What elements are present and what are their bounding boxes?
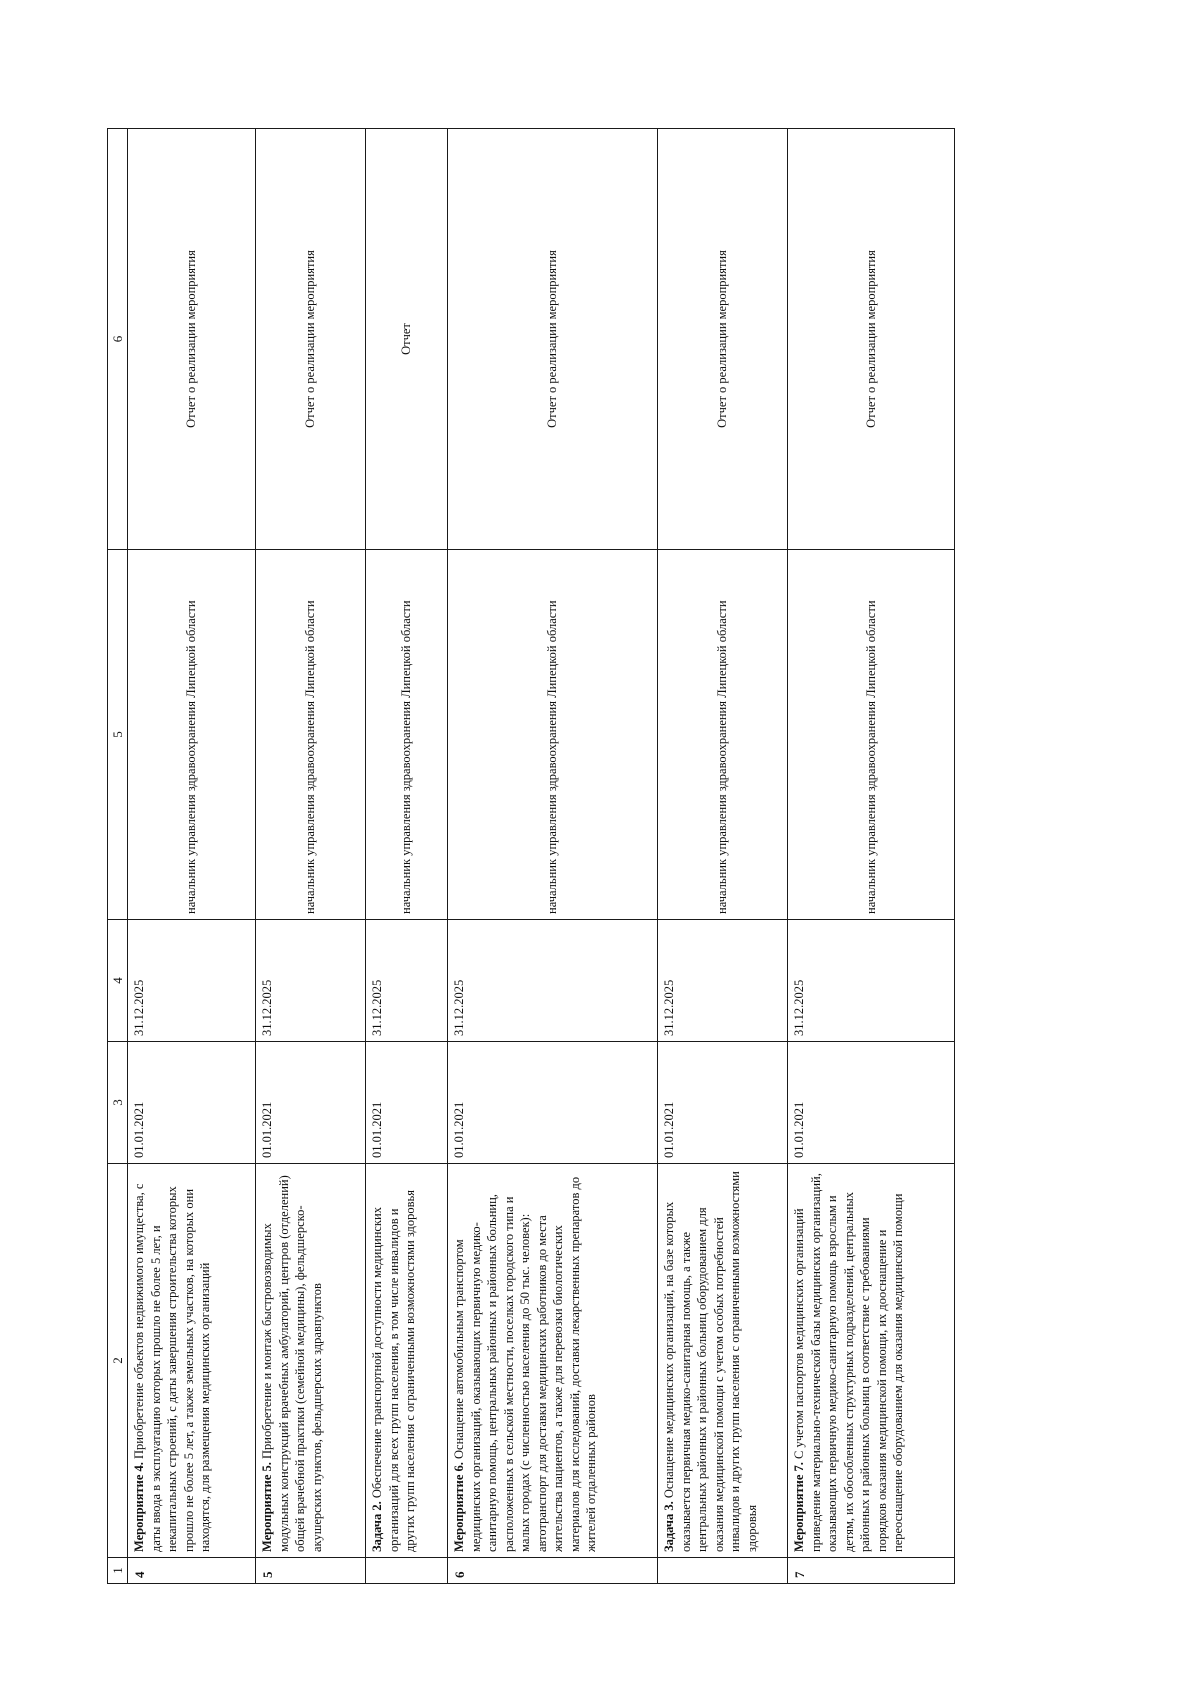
- task-description: [658, 1164, 788, 1558]
- task-text: Оснащение медицинских организаций, на базе которых оказывается первичная медико-санитарная помощь, а также центральных районных и районных больниц оборудованием для оказания медицинской помощи с учетом особых потребностей инвалидов и других групп населения с ограниченными возможностями здоровья: [662, 1171, 759, 1552]
- end-date: 31.12.2025: [788, 920, 955, 1042]
- header-row: [108, 129, 128, 1584]
- header-col-1: 1: [108, 1558, 128, 1584]
- task-text: Обеспечение транспортной доступности медицинских организаций для всех групп населения, в том числе инвалидов и других групп населения с ограниченными возможностями здоровья: [370, 1190, 418, 1552]
- start-date: 01.01.2021: [788, 1042, 955, 1164]
- table-row: [128, 129, 256, 1584]
- activity-description: [128, 1164, 256, 1558]
- responsible-person: начальник управления здравоохранения Липецкой области: [448, 550, 658, 920]
- responsible-person: начальник управления здравоохранения Липецкой области: [256, 550, 366, 920]
- responsible-person: начальник управления здравоохранения Липецкой области: [788, 550, 955, 920]
- task-description: [366, 1164, 448, 1558]
- activity-description: [788, 1164, 955, 1558]
- activity-lead: Мероприятие 7.: [792, 1462, 807, 1552]
- header-col-3: 3: [108, 1042, 128, 1164]
- activity-lead: Мероприятие 5.: [260, 1462, 275, 1552]
- activity-description: [256, 1164, 366, 1558]
- header-col-2: 2: [108, 1164, 128, 1558]
- activity-description: [448, 1164, 658, 1558]
- responsible-person: начальник управления здравоохранения Липецкой области: [658, 550, 788, 920]
- table-row: [366, 129, 448, 1584]
- expected-result: Отчет о реализации мероприятия: [448, 129, 658, 550]
- expected-result: Отчет о реализации мероприятия: [658, 129, 788, 550]
- row-number: [658, 1558, 788, 1584]
- activity-text: С учетом паспортов медицинских организаций приведение материально-технической базы медицинских организаций, оказывающих первичную медико-санитарную помощь взрослым и детям, их обособленных структурных подразделений, центральных районных и районных больниц в соответствие с требованиями порядков оказания медицинской помощи, их дооснащение и переоснащение оборудованием для оказания медицинской помощи: [792, 1173, 906, 1552]
- activity-text: Приобретение и монтаж быстровозводимых модульных конструкций врачебных амбулаторий, центров (отделений) общей врачебной практики (семейной медицины), фельдшерско-акушерских пунктов, фельдшерских здравпунктов: [260, 1175, 324, 1552]
- activity-text: Оснащение автомобильным транспортом медицинских организаций, оказывающих первичную медико-санитарную помощь, центральных районных и районных больниц, расположенных в сельской местности, поселках городского типа и малых городах (с численностью населения до 50 тыс. человек): автотранспорт для доставки медицинских работников до места жительства пациентов, а также для перевозки биологических материалов для исследований, доставки лекарственных препаратов до жителей отдаленных районов: [452, 1176, 599, 1552]
- end-date: 31.12.2025: [128, 920, 256, 1042]
- header-col-6: 6: [108, 129, 128, 550]
- end-date: 31.12.2025: [366, 920, 448, 1042]
- end-date: 31.12.2025: [448, 920, 658, 1042]
- header-col-5: 5: [108, 550, 128, 920]
- expected-result: Отчет: [366, 129, 448, 550]
- activity-text: Приобретение объектов недвижимого имущества, с даты ввода в эксплуатацию которых прошло не более 5 лет, и некапитальных строений, с даты завершения строительства которых прошло не более 5 лет, а также земельных участков, на которых они находятся, для размещения медицинских организаций: [132, 1183, 213, 1552]
- end-date: 31.12.2025: [658, 920, 788, 1042]
- table-row: [256, 129, 366, 1584]
- start-date: 01.01.2021: [128, 1042, 256, 1164]
- start-date: 01.01.2021: [658, 1042, 788, 1164]
- table-row: [448, 129, 658, 1584]
- responsible-person: начальник управления здравоохранения Липецкой области: [366, 550, 448, 920]
- activities-table: [107, 128, 955, 1584]
- expected-result: Отчет о реализации мероприятия: [256, 129, 366, 550]
- header-col-4: 4: [108, 920, 128, 1042]
- start-date: 01.01.2021: [448, 1042, 658, 1164]
- start-date: 01.01.2021: [256, 1042, 366, 1164]
- rotated-page: [107, 129, 950, 1584]
- task-lead: Задача 2.: [370, 1501, 385, 1552]
- responsible-person: начальник управления здравоохранения Липецкой области: [128, 550, 256, 920]
- row-number: 7: [788, 1558, 955, 1584]
- row-number: [366, 1558, 448, 1584]
- table-row: [658, 129, 788, 1584]
- expected-result: Отчет о реализации мероприятия: [128, 129, 256, 550]
- start-date: 01.01.2021: [366, 1042, 448, 1164]
- activity-lead: Мероприятие 4.: [132, 1462, 147, 1552]
- task-lead: Задача 3.: [662, 1501, 677, 1552]
- table-row: [788, 129, 955, 1584]
- row-number: 6: [448, 1558, 658, 1584]
- end-date: 31.12.2025: [256, 920, 366, 1042]
- row-number: 4: [128, 1558, 256, 1584]
- expected-result: Отчет о реализации мероприятия: [788, 129, 955, 550]
- activity-lead: Мероприятие 6.: [452, 1462, 467, 1552]
- row-number: 5: [256, 1558, 366, 1584]
